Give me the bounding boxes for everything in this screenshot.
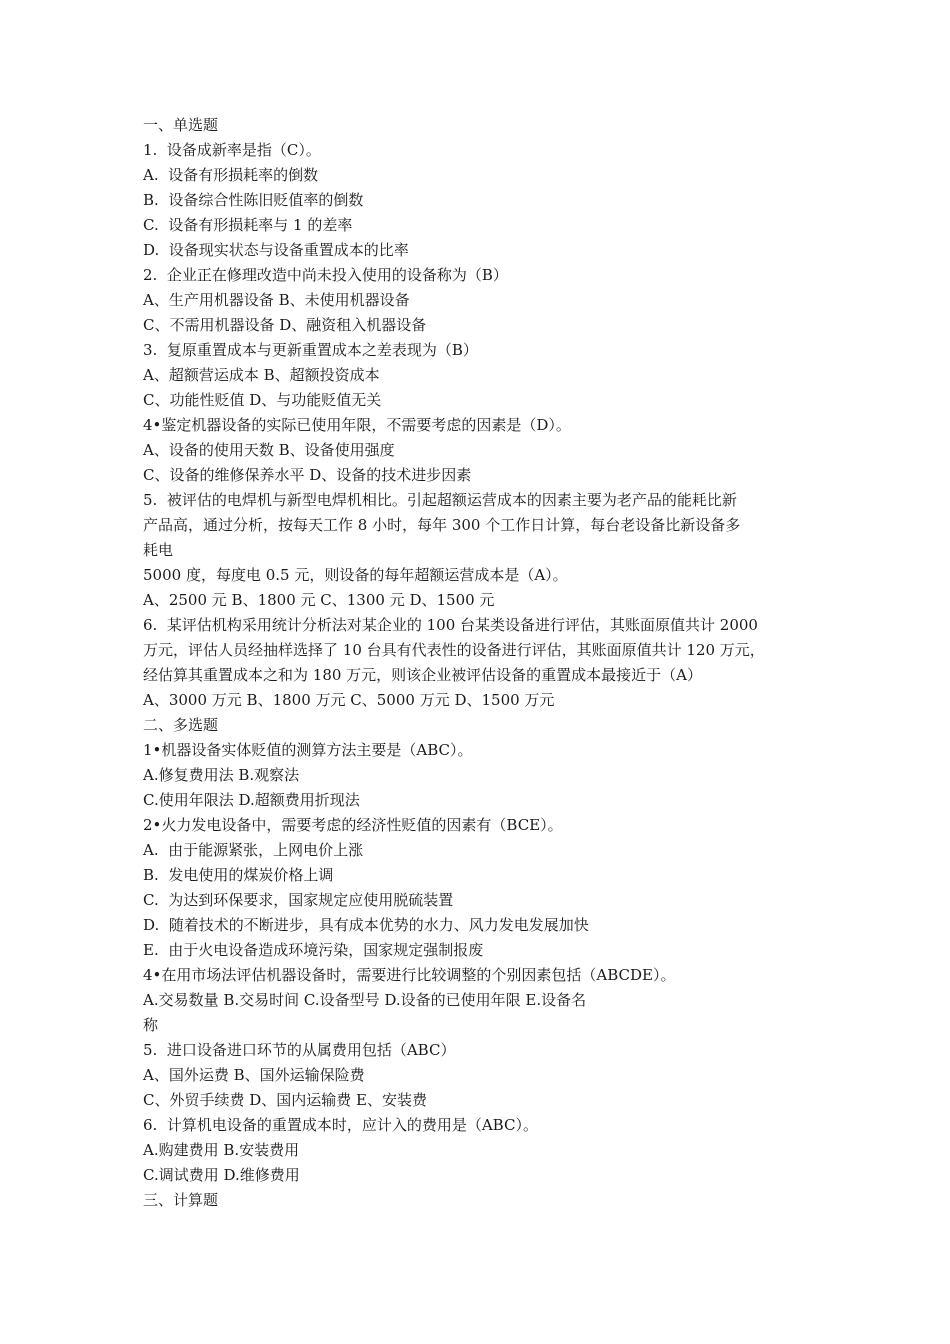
text-line: 2•火力发电设备中，需要考虑的经济性贬值的因素有（BCE）。	[143, 816, 563, 834]
text-line: 经估算其重置成本之和为 180 万元，则该企业被评估设备的重置成本最接近于（A）	[143, 666, 703, 684]
text-line: 5. 进口设备进口环节的从属费用包括（ABC）	[143, 1041, 456, 1059]
text-line: A、2500 元 B、1800 元 C、1300 元 D、1500 元	[143, 591, 495, 609]
text-line: 二、多选题	[143, 716, 219, 734]
text-line: 万元，评估人员经抽样选择了 10 台具有代表性的设备进行评估，其账面原值共计 120 万元，	[143, 641, 765, 659]
text-line: B. 设备综合性陈旧贬值率的倒数	[143, 191, 364, 209]
document-body	[143, 113, 833, 1213]
text-line: C. 设备有形损耗率与 1 的差率	[143, 216, 353, 234]
text-line: 称	[143, 1016, 159, 1034]
text-line: A.交易数量 B.交易时间 C.设备型号 D.设备的已使用年限 E.设备名	[143, 991, 587, 1009]
text-line: 三、计算题	[143, 1191, 219, 1209]
text-line: C. 为达到环保要求，国家规定应使用脱硫装置	[143, 891, 454, 909]
text-line: 6. 计算机电设备的重置成本时，应计入的费用是（ABC）。	[143, 1116, 538, 1134]
text-line: C.使用年限法 D.超额费用折现法	[143, 791, 360, 809]
text-line: A、设备的使用天数 B、设备使用强度	[143, 441, 395, 459]
text-line: C、设备的维修保养水平 D、设备的技术进步因素	[143, 466, 472, 484]
text-line: 4•在用市场法评估机器设备时，需要进行比较调整的个别因素包括（ABCDE）。	[143, 966, 676, 984]
text-line: C、不需用机器设备 D、融资租入机器设备	[143, 316, 427, 334]
text-line: 1•机器设备实体贬值的测算方法主要是（ABC）。	[143, 741, 473, 759]
text-line: C.调试费用 D.维修费用	[143, 1166, 300, 1184]
text-line: A.修复费用法 B.观察法	[143, 766, 300, 784]
text-line: A、国外运费 B、国外运输保险费	[143, 1066, 365, 1084]
text-line: A. 由于能源紧张，上网电价上涨	[143, 841, 364, 859]
text-line: B. 发电使用的煤炭价格上调	[143, 866, 334, 884]
text-line: E. 由于火电设备造成环境污染，国家规定强制报废	[143, 941, 484, 959]
text-line: 产品高，通过分析，按每天工作 8 小时，每年 300 个工作日计算，每台老设备比新设备多	[143, 516, 741, 534]
text-line: D. 随着技术的不断进步，具有成本优势的水力、风力发电发展加快	[143, 916, 589, 934]
text-line: D. 设备现实状态与设备重置成本的比率	[143, 241, 409, 259]
text-line: 4•鉴定机器设备的实际已使用年限，不需要考虑的因素是（D）。	[143, 416, 571, 434]
text-line: 2. 企业正在修理改造中尚未投入使用的设备称为（B）	[143, 266, 508, 284]
text-line: A、超额营运成本 B、超额投资成本	[143, 366, 380, 384]
text-line: 一、单选题	[143, 116, 219, 134]
text-line: A.购建费用 B.安装费用	[143, 1141, 300, 1159]
text-line: C、外贸手续费 D、国内运输费 E、安装费	[143, 1091, 427, 1109]
text-line: 5. 被评估的电焊机与新型电焊机相比。引起超额运营成本的因素主要为老产品的能耗比新	[143, 491, 737, 509]
text-line: 耗电	[143, 541, 174, 559]
text-line: 6. 某评估机构采用统计分析法对某企业的 100 台某类设备进行评估，其账面原值共计 2000	[143, 616, 758, 634]
text-line: 5000 度，每度电 0.5 元，则设备的每年超额运营成本是（A）。	[143, 566, 568, 584]
text-line: 3. 复原重置成本与更新重置成本之差表现为（B）	[143, 341, 478, 359]
text-line: A. 设备有形损耗率的倒数	[143, 166, 319, 184]
text-line: A、3000 万元 B、1800 万元 C、5000 万元 D、1500 万元	[143, 691, 555, 709]
text-line: 1. 设备成新率是指（C）。	[143, 141, 321, 159]
text-line: A、生产用机器设备 B、未使用机器设备	[143, 291, 410, 309]
text-line: C、功能性贬值 D、与功能贬值无关	[143, 391, 382, 409]
